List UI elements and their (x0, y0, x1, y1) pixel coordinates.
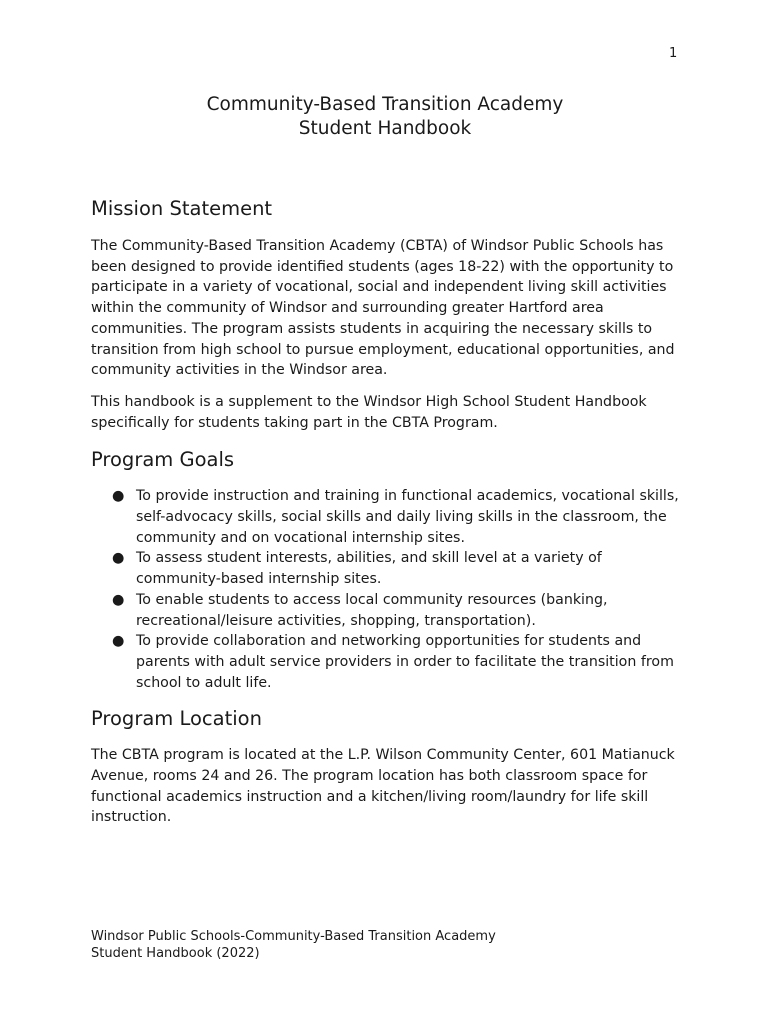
page-footer (91, 928, 496, 962)
bullet-icon: ● (112, 488, 125, 505)
bullet-icon: ● (112, 633, 125, 650)
list-item (91, 486, 683, 548)
footer-line-2: Student Handbook (2022) (91, 946, 260, 961)
bullet-icon: ● (112, 591, 125, 608)
goal-text: To provide instruction and training in functional academics, vocational skills, self-advocacy skills, social skills and daily living skills in the classroom, the community and on vocational internship sites. (136, 488, 679, 546)
footer-line-1: Windsor Public Schools-Community-Based Transition Academy (91, 929, 496, 944)
document-title (0, 93, 770, 141)
page-number: 1 (669, 46, 678, 61)
goals-heading: Program Goals (91, 448, 235, 472)
goal-text: To enable students to access local community resources (banking, recreational/leisure activities, shopping, transportation). (136, 591, 608, 629)
goal-text: To provide collaboration and networking opportunities for students and parents with adult service providers in order to facilitate the transition from school to adult life. (136, 633, 674, 691)
list-item (91, 590, 683, 631)
location-heading: Program Location (91, 707, 262, 731)
bullet-icon: ● (112, 550, 125, 567)
list-item (91, 631, 683, 693)
mission-heading: Mission Statement (91, 197, 273, 220)
location-paragraph: The CBTA program is located at the L.P. Wilson Community Center, 601 Matianuck Avenue, rooms 24 and 26. The program location has both classroom space for functional academics instruction and a kitchen/living room/laundry for life skill instruction. (91, 747, 675, 826)
title-line-1: Community-Based Transition Academy (206, 94, 564, 115)
document-body (91, 196, 683, 828)
goal-text: To assess student interests, abilities, and skill level at a variety of community-based internship sites. (136, 550, 602, 588)
list-item (91, 548, 683, 589)
title-line-2: Student Handbook (298, 118, 472, 139)
goals-list (91, 486, 683, 693)
mission-paragraph: The Community-Based Transition Academy (CBTA) of Windsor Public Schools has been designed to provide identified students (ages 18-22) with the opportunity to participate in a variety of vocational, social and independent living skill activities within the community of Windsor and surrounding greater Hartford area communities. The program assists students in acquiring the necessary skills to transition from high school to pursue employment, educational opportunities, and community activities in the Windsor area. (91, 238, 675, 379)
handbook-paragraph: This handbook is a supplement to the Windsor High School Student Handbook specifically for students taking part in the CBTA Program. (91, 393, 647, 431)
